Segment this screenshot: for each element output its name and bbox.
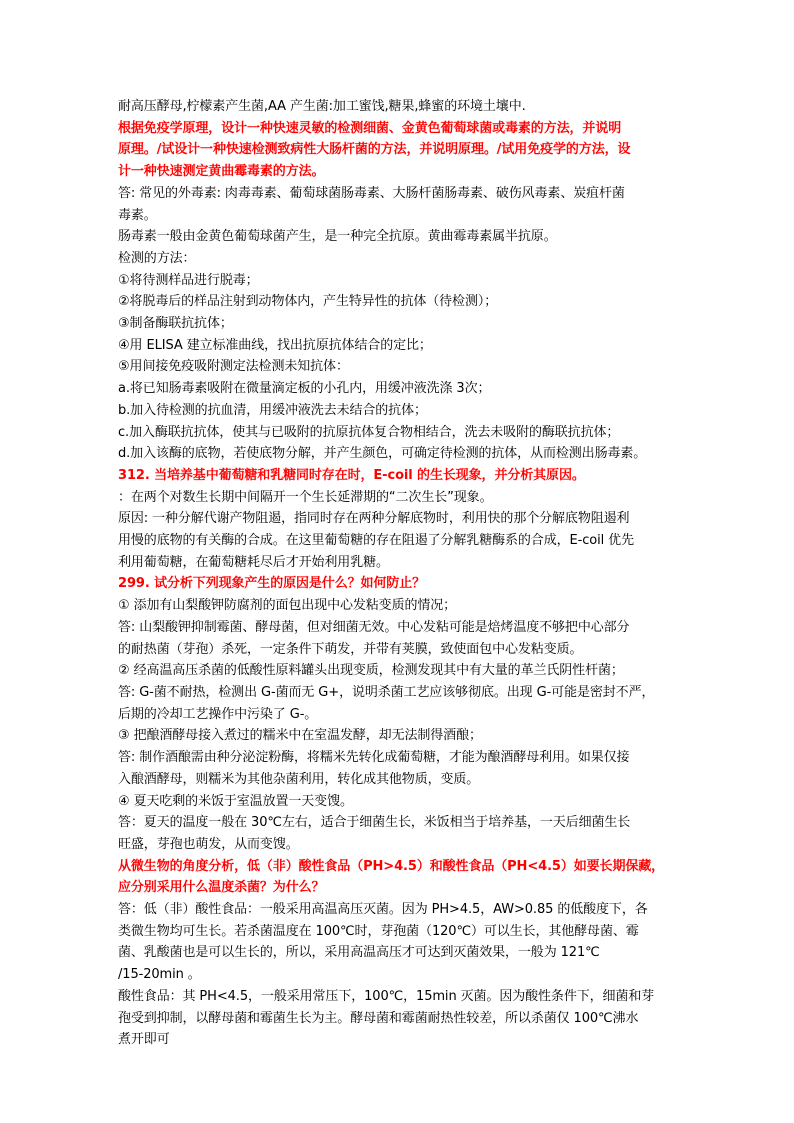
body-text-line: ④ 夏天吃剩的米饭于室温放置一天变馊。 — [118, 793, 353, 809]
body-text-line: b.加入待检测的抗血清，用缓冲液洗去未结合的抗体； — [118, 402, 427, 418]
question-heading-line: 312. 当培养基中葡萄糖和乳糖同时存在时，E-coil 的生长现象，并分析其原因。 — [118, 467, 585, 483]
question-heading-line: 299. 试分析下列现象产生的原因是什么？如何防止？ — [118, 576, 426, 592]
body-text-line: 利用葡萄糖，在葡萄糖耗尽后才开始利用乳糖。 — [118, 554, 389, 570]
body-text-line: ④用 ELISA 建立标准曲线，找出抗原抗体结合的定比； — [118, 337, 432, 353]
body-text-line: 后期的冷却工艺操作中污染了 G-。 — [118, 706, 318, 722]
body-text-line: ③制备酶联抗抗体； — [118, 316, 233, 332]
body-text-line: 入酿酒酵母，则糯米为其他杂菌利用，转化成其他物质，变质。 — [118, 771, 480, 787]
body-text-line: ①将待测样品进行脱毒； — [118, 272, 259, 288]
body-text-line: 答: G-菌不耐热，检测出 G-菌而无 G+，说明杀菌工艺应该够彻底。出现 G-可能是密封不严， — [118, 684, 655, 700]
body-text-line: d.加入该酶的底物，若使底物分解，并产生颜色，可确定待检测的抗体，从而检测出肠毒素。 — [118, 446, 647, 462]
body-text-line: 旺盛，芽孢也萌发，从而变馊。 — [118, 836, 299, 852]
body-text-line: 酸性食品：其 PH<4.5，一般采用常压下，100℃，15min 灭菌。因为酸性条件下，细菌和芽 — [118, 988, 655, 1004]
question-heading-line: 从微生物的角度分析，低（非）酸性食品（PH>4.5）和酸性食品（PH<4.5）如要长期保藏， — [118, 858, 665, 874]
question-heading-line: 应分别采用什么温度杀菌？为什么？ — [118, 880, 325, 896]
body-text-line: 答：低（非）酸性食品：一般采用高温高压灭菌。因为 PH>4.5，AW>0.85 的低酸度下，各 — [118, 902, 648, 918]
body-text-line: 检测的方法： — [118, 250, 196, 266]
body-text-line: 孢受到抑制，以酵母菌和霉菌生长为主。酵母菌和霉菌耐热性较差，所以杀菌仅 100℃沸水 — [118, 1010, 639, 1026]
body-text-line: 答：夏天的温度一般在 30℃左右，适合于细菌生长，米饭相当于培养基，一天后细菌生长 — [118, 815, 631, 831]
body-text-line: 煮开即可 — [118, 1032, 170, 1048]
document-page — [118, 96, 680, 1051]
body-text-line: ② 经高温高压杀菌的低酸性原料罐头出现变质，检测发现其中有大量的革兰氏阴性杆菌； — [118, 663, 624, 679]
body-text-line: 答: 山梨酸钾抑制霉菌、酵母菌，但对细菌无效。中心发粘可能是焙烤温度不够把中心部分 — [118, 619, 630, 635]
body-text-line: ：在两个对数生长期中间隔开一个生长延滞期的“二次生长”现象。 — [118, 489, 493, 505]
body-text-line: 菌、乳酸菌也是可以生长的，所以，采用高温高压才可达到灭菌效果，一般为 121℃ — [118, 945, 600, 961]
body-text-line: 原因: 一种分解代谢产物阻遏，指同时存在两种分解底物时，利用快的那个分解底物阻遏利 — [118, 511, 630, 527]
body-text-line: /15-20min 。 — [118, 967, 201, 983]
body-text-line: ⑤用间接免疫吸附测定法检测未知抗体： — [118, 359, 349, 375]
body-text-line: 类微生物均可生长。若杀菌温度在 100℃时，芽孢菌（120℃）可以生长，其他酵母菌、霉 — [118, 923, 639, 939]
body-text-line: c.加入酶联抗抗体，使其与已吸附的抗原抗体复合物相结合，洗去未吸附的酶联抗抗体； — [118, 424, 620, 440]
body-text-line: 用慢的底物的有关酶的合成。在这里葡萄糖的存在阻遏了分解乳糖酶系的合成，E-coil 优先 — [118, 533, 634, 549]
question-heading-line: 根据免疫学原理，设计一种快速灵敏的检测细菌、金黄色葡萄球菌或毒素的方法，并说明 — [118, 120, 622, 136]
body-text-line: ③ 把酿酒酵母接入煮过的糯米中在室温发酵，却无法制得酒酿； — [118, 728, 482, 744]
body-text-line: a.将已知肠毒素吸附在微量滴定板的小孔内，用缓冲液洗涤 3次； — [118, 381, 491, 397]
question-heading-line: 计一种快速测定黄曲霉毒素的方法。 — [118, 164, 325, 180]
body-text-line: 毒素。 — [118, 207, 157, 223]
body-text-line: 答: 常见的外毒素: 肉毒毒素、葡萄球菌肠毒素、大肠杆菌肠毒素、破伤风毒素、炭疽杆菌 — [118, 185, 625, 201]
body-text-line: ②将脱毒后的样品注射到动物体内，产生特异性的抗体（待检测）； — [118, 294, 498, 310]
body-text-line: 的耐热菌（芽孢）杀死，一定条件下萌发，并带有荚膜，致使面包中心发粘变质。 — [118, 641, 583, 657]
body-text-line: 答: 制作酒酿需由种分泌淀粉酶，将糯米先转化成葡萄糖，才能为酿酒酵母利用。如果仅接 — [118, 750, 630, 766]
body-text-line: ① 添加有山梨酸钾防腐剂的面包出现中心发粘变质的情况； — [118, 598, 457, 614]
body-text-line: 肠毒素一般由金黄色葡萄球菌产生，是一种完全抗原。黄曲霉毒素属半抗原。 — [118, 229, 557, 245]
body-text-line: 耐高压酵母,柠檬素产生菌,AA 产生菌:加工蜜饯,糖果,蜂蜜的环境土壤中. — [118, 99, 526, 114]
question-heading-line: 原理。/试设计一种快速检测致病性大肠杆菌的方法，并说明原理。/试用免疫学的方法，设 — [118, 142, 631, 158]
